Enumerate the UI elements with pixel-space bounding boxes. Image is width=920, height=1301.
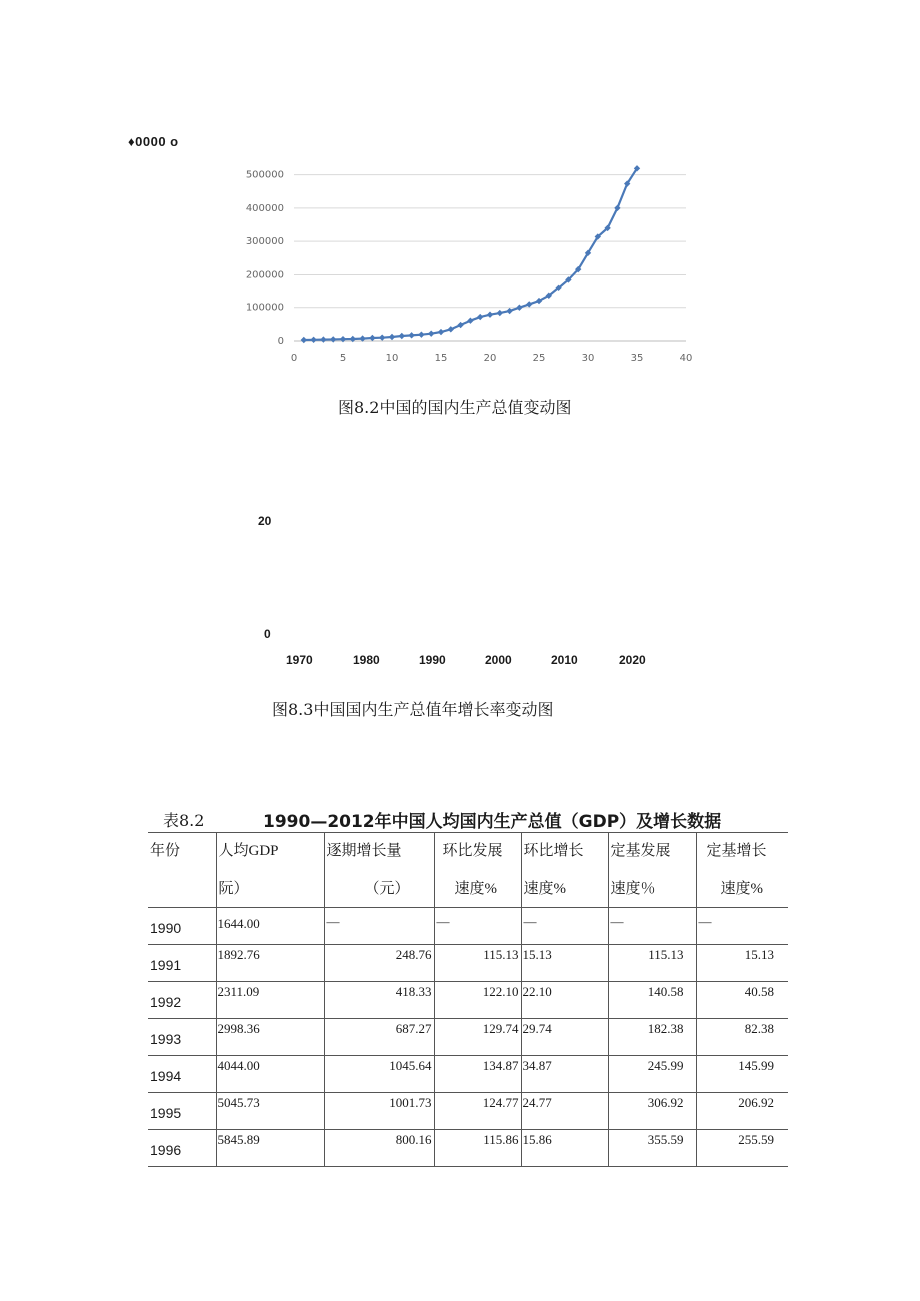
cell-base-dev: 306.92 xyxy=(608,1093,696,1130)
cell-chain-growth: 22.10 xyxy=(521,982,608,1019)
table-label: 表8.2 xyxy=(163,811,205,830)
x-tick-label: 5 xyxy=(339,353,347,364)
x-tick-label: 25 xyxy=(532,353,546,364)
x-tick-label: 15 xyxy=(434,353,448,364)
table-title: 1990—2012年中国人均国内生产总值（GDP）及增长数据 xyxy=(263,812,722,832)
table-row xyxy=(148,1093,788,1130)
cell-gdp: 2998.36 xyxy=(216,1019,324,1056)
cell-base-growth: 255.59 xyxy=(696,1130,788,1167)
cell-base-growth: 40.58 xyxy=(696,982,788,1019)
cell-gdp: 5845.89 xyxy=(216,1130,324,1167)
cell-base-dev: — xyxy=(608,908,696,945)
cell-increase: 248.76 xyxy=(324,945,434,982)
cell-year: 1996 xyxy=(148,1130,216,1167)
x-tick-label: 30 xyxy=(581,353,595,364)
stray-label: ♦0000 ο xyxy=(128,134,179,149)
header-base-development: 定基发展 速度％ xyxy=(608,833,696,908)
figure-8-2-caption: 图8.2中国的国内生产总值变动图 xyxy=(338,398,572,417)
header-chain-development: 环比发展 速度% xyxy=(434,833,521,908)
cell-year: 1990 xyxy=(148,908,216,945)
header-period-increase: 逐期增长量 （元） xyxy=(324,833,434,908)
cell-gdp: 1892.76 xyxy=(216,945,324,982)
x-tick-label: 35 xyxy=(630,353,644,364)
cell-base-growth: 206.92 xyxy=(696,1093,788,1130)
cell-increase: 1045.64 xyxy=(324,1056,434,1093)
table-row xyxy=(148,908,788,945)
header-chain-growth: 环比增长 速度% xyxy=(521,833,608,908)
y-tick-label: 400000 xyxy=(245,202,284,214)
table-row xyxy=(148,1056,788,1093)
cell-year: 1995 xyxy=(148,1093,216,1130)
gdp-line-chart xyxy=(232,150,702,375)
cell-base-dev: 115.13 xyxy=(608,945,696,982)
table-row xyxy=(148,982,788,1019)
table-row xyxy=(148,945,788,982)
fig83-y-tick-label: 0 xyxy=(264,627,271,641)
cell-chain-dev: 122.10 xyxy=(434,982,521,1019)
header-base-growth: 定基增长 速度% xyxy=(696,833,788,908)
fig83-x-tick-label: 2010 xyxy=(551,653,578,667)
cell-base-growth: — xyxy=(696,908,788,945)
cell-chain-dev: — xyxy=(434,908,521,945)
table-header-row xyxy=(148,833,788,908)
cell-chain-dev: 134.87 xyxy=(434,1056,521,1093)
cell-chain-dev: 129.74 xyxy=(434,1019,521,1056)
y-tick-label: 0 xyxy=(277,336,284,347)
cell-base-growth: 15.13 xyxy=(696,945,788,982)
cell-gdp: 1644.00 xyxy=(216,908,324,945)
cell-chain-growth: 15.86 xyxy=(521,1130,608,1167)
fig83-x-tick-label: 2020 xyxy=(619,653,646,667)
cell-base-dev: 140.58 xyxy=(608,982,696,1019)
cell-chain-dev: 115.13 xyxy=(434,945,521,982)
cell-increase: 418.33 xyxy=(324,982,434,1019)
cell-base-dev: 245.99 xyxy=(608,1056,696,1093)
cell-chain-dev: 124.77 xyxy=(434,1093,521,1130)
y-tick-label: 200000 xyxy=(245,269,284,281)
cell-increase: 800.16 xyxy=(324,1130,434,1167)
cell-increase: 1001.73 xyxy=(324,1093,434,1130)
y-tick-label: 100000 xyxy=(245,302,284,314)
cell-year: 1991 xyxy=(148,945,216,982)
cell-year: 1994 xyxy=(148,1056,216,1093)
fig83-x-tick-label: 1980 xyxy=(353,653,380,667)
header-gdp-per-capita: 人均GDP 阮） xyxy=(216,833,324,908)
y-tick-label: 300000 xyxy=(245,236,284,248)
cell-increase: 687.27 xyxy=(324,1019,434,1056)
cell-base-dev: 355.59 xyxy=(608,1130,696,1167)
cell-chain-dev: 115.86 xyxy=(434,1130,521,1167)
cell-base-growth: 82.38 xyxy=(696,1019,788,1056)
fig83-x-tick-label: 1990 xyxy=(419,653,446,667)
x-tick-label: 40 xyxy=(679,353,693,364)
fig83-y-tick-label: 20 xyxy=(258,514,272,528)
fig83-x-tick-label: 2000 xyxy=(485,653,512,667)
cell-increase: — xyxy=(324,908,434,945)
fig83-x-tick-label: 1970 xyxy=(286,653,313,667)
cell-base-dev: 182.38 xyxy=(608,1019,696,1056)
cell-gdp: 5045.73 xyxy=(216,1093,324,1130)
cell-year: 1993 xyxy=(148,1019,216,1056)
cell-chain-growth: 24.77 xyxy=(521,1093,608,1130)
x-tick-label: 0 xyxy=(290,353,298,364)
cell-gdp: 4044.00 xyxy=(216,1056,324,1093)
cell-gdp: 2311.09 xyxy=(216,982,324,1019)
y-tick-label: 500000 xyxy=(245,169,284,181)
cell-chain-growth: 29.74 xyxy=(521,1019,608,1056)
table-row xyxy=(148,1019,788,1056)
header-year: 年份 xyxy=(148,833,216,908)
table-row xyxy=(148,1130,788,1167)
figure-8-3-caption: 图8.3中国国内生产总值年增长率变动图 xyxy=(272,700,554,719)
cell-chain-growth: 15.13 xyxy=(521,945,608,982)
cell-chain-growth: 34.87 xyxy=(521,1056,608,1093)
x-tick-label: 20 xyxy=(483,353,497,364)
x-tick-label: 10 xyxy=(385,353,399,364)
gdp-data-table xyxy=(148,832,788,1167)
cell-year: 1992 xyxy=(148,982,216,1019)
cell-chain-growth: — xyxy=(521,908,608,945)
cell-base-growth: 145.99 xyxy=(696,1056,788,1093)
